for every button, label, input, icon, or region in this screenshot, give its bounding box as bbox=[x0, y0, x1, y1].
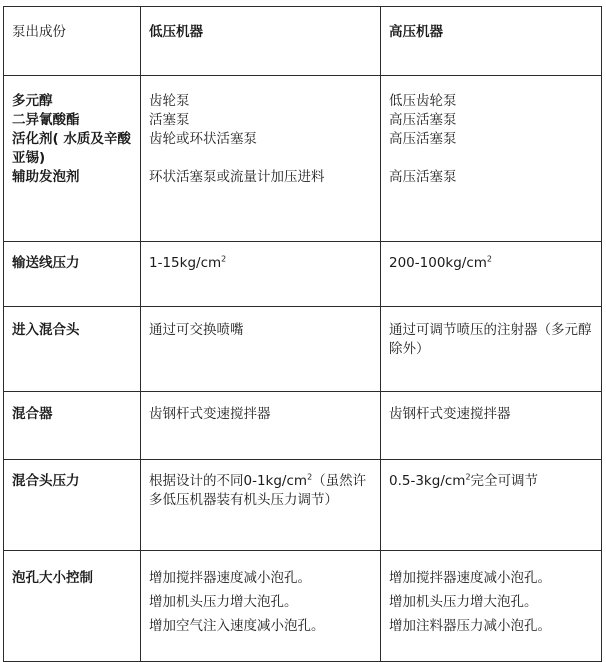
mixing-head-entry-high: 通过可调节喷压的注射器（多元醇除外） bbox=[381, 307, 602, 392]
component-label: 辅助发泡剂 bbox=[12, 169, 80, 185]
head-pressure-low: 根据设计的不同$0-1kg/cm^2$（虽然许多低压机器装有机头压力调节） bbox=[141, 460, 381, 551]
high-pump: 高压活塞泵 bbox=[389, 112, 457, 128]
head-pressure-label: 混合头压力 bbox=[4, 460, 141, 551]
component-label: 活化剂( 水质及辛酸亚锡) bbox=[12, 131, 131, 166]
cell-size-rule: 增加机头压力增大泡孔。 bbox=[389, 594, 538, 610]
high-pump: 低压齿轮泵 bbox=[389, 93, 457, 109]
components-row bbox=[4, 76, 602, 242]
header-low-pressure: 低压机器 bbox=[141, 7, 381, 76]
cell-size-rule: 增加搅拌器速度减小泡孔。 bbox=[149, 570, 311, 586]
cell-size-low bbox=[141, 551, 381, 662]
cell-size-high bbox=[381, 551, 602, 662]
high-pump: 高压活塞泵 bbox=[389, 169, 457, 185]
line-pressure-row bbox=[4, 242, 602, 307]
mixer-label: 混合器 bbox=[4, 392, 141, 460]
low-pump: 环状活塞泵或流量计加压进料 bbox=[149, 169, 325, 185]
header-components: 泵出成份 bbox=[4, 7, 141, 76]
header-row bbox=[4, 7, 602, 76]
component-label: 多元醇 bbox=[12, 93, 53, 109]
head-pressure-high: $0.5-3kg/cm^2$完全可调节 bbox=[381, 460, 602, 551]
mixing-head-entry-low: 通过可交换喷嘴 bbox=[141, 307, 381, 392]
cell-size-rule: 增加注料器压力减小泡孔。 bbox=[389, 618, 551, 634]
low-pump: 活塞泵 bbox=[149, 112, 190, 128]
mixer-high: 齿钢杆式变速搅拌器 bbox=[381, 392, 602, 460]
low-pump: 齿轮或环状活塞泵 bbox=[149, 131, 257, 147]
components-high bbox=[381, 76, 602, 242]
mixing-head-entry-label: 进入混合头 bbox=[4, 307, 141, 392]
cell-size-rule: 增加搅拌器速度减小泡孔。 bbox=[389, 570, 551, 586]
head-pressure-row bbox=[4, 460, 602, 551]
cell-size-row bbox=[4, 551, 602, 662]
components-low bbox=[141, 76, 381, 242]
header-high-pressure: 高压机器 bbox=[381, 7, 602, 76]
mixing-head-entry-row bbox=[4, 307, 602, 392]
line-pressure-low: $1-15kg/cm^2$ bbox=[141, 242, 381, 307]
cell-size-label: 泡孔大小控制 bbox=[4, 551, 141, 662]
components-labels bbox=[4, 76, 141, 242]
low-pump: 齿轮泵 bbox=[149, 93, 190, 109]
mixer-row bbox=[4, 392, 602, 460]
line-pressure-high: $200-100kg/cm^2$ bbox=[381, 242, 602, 307]
cell-size-rule: 增加空气注入速度减小泡孔。 bbox=[149, 618, 325, 634]
component-label: 二异氰酸酯 bbox=[12, 112, 80, 128]
comparison-table bbox=[3, 6, 602, 662]
line-pressure-label: 输送线压力 bbox=[4, 242, 141, 307]
mixer-low: 齿钢杆式变速搅拌器 bbox=[141, 392, 381, 460]
cell-size-rule: 增加机头压力增大泡孔。 bbox=[149, 594, 298, 610]
high-pump: 高压活塞泵 bbox=[389, 131, 457, 147]
